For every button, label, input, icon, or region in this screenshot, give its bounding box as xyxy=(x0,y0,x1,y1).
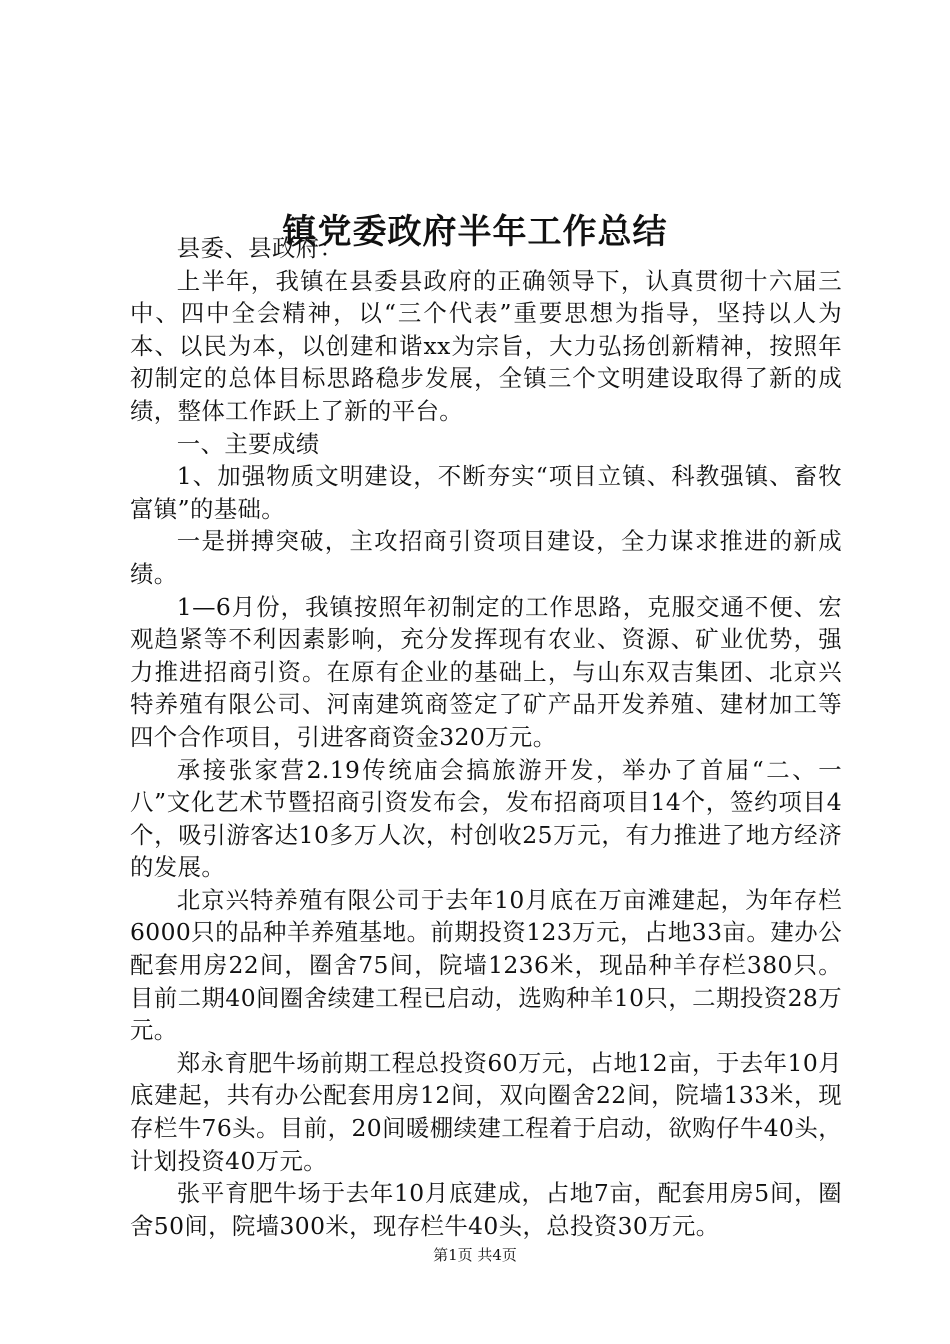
paragraph: 北京兴特养殖有限公司于去年10月底在万亩滩建起，为年存栏6000只的品种羊养殖基地。前期投资123万元，占地33亩。建办公配套用房22间，圈舍75间，院墙1236米，现品种羊存栏380只。目前二期40间圈舍续建工程已启动，选购种羊10只，二期投资28万元。 xyxy=(130,885,842,1045)
paragraph: 张平育肥牛场于去年10月底建成，占地7亩，配套用房5间，圈舍50间，院墙300米，现存栏牛40头，总投资30万元。 xyxy=(130,1179,842,1240)
document-body xyxy=(130,232,842,1242)
document-title: 镇党委政府半年工作总结 xyxy=(282,211,668,252)
paragraph: 1—6月份，我镇按照年初制定的工作思路，克服交通不便、宏观趋紧等不利因素影响，充分发挥现有农业、资源、矿业优势，强力推进招商引资。在原有企业的基础上，与山东双吉集团、北京兴特养殖有限公司、河南建筑商签定了矿产品开发养殖、建材加工等四个合作项目，引进客商资金320万元。 xyxy=(130,592,842,751)
paragraph: 一是拼搏突破，主攻招商引资项目建设，全力谋求推进的新成绩。 xyxy=(130,527,842,588)
paragraph: 1、加强物质文明建设，不断夯实“项目立镇、科教强镇、畜牧富镇”的基础。 xyxy=(130,462,842,523)
salutation: 县委、县政府： xyxy=(176,234,344,262)
page-footer: 第1页 共4页 xyxy=(433,1246,517,1264)
paragraph: 上半年，我镇在县委县政府的正确领导下，认真贯彻十六届三中、四中全会精神，以“三个代表”重要思想为指导，坚持以人为本、以民为本，以创建和谐xx为宗旨，大力弘扬创新精神，按照年初制定的总体目标思路稳步发展，全镇三个文明建设取得了新的成绩，整体工作跃上了新的平台。 xyxy=(130,266,842,425)
section-heading: 一、主要成绩 xyxy=(176,429,320,458)
paragraph: 郑永育肥牛场前期工程总投资60万元，占地12亩，于去年10月底建起，共有办公配套用房12间，双向圈舍22间，院墙133米，现存栏牛76头。目前，20间暖棚续建工程着于启动，欲购仔牛40头，计划投资40万元。 xyxy=(130,1048,842,1175)
paragraph: 承接张家营2.19传统庙会搞旅游开发，举办了首届“二、一八”文化艺术节暨招商引资发布会，发布招商项目14个，签约项目4个，吸引游客达10多万人次，村创收25万元，有力推进了地方经济的发展。 xyxy=(130,755,842,882)
